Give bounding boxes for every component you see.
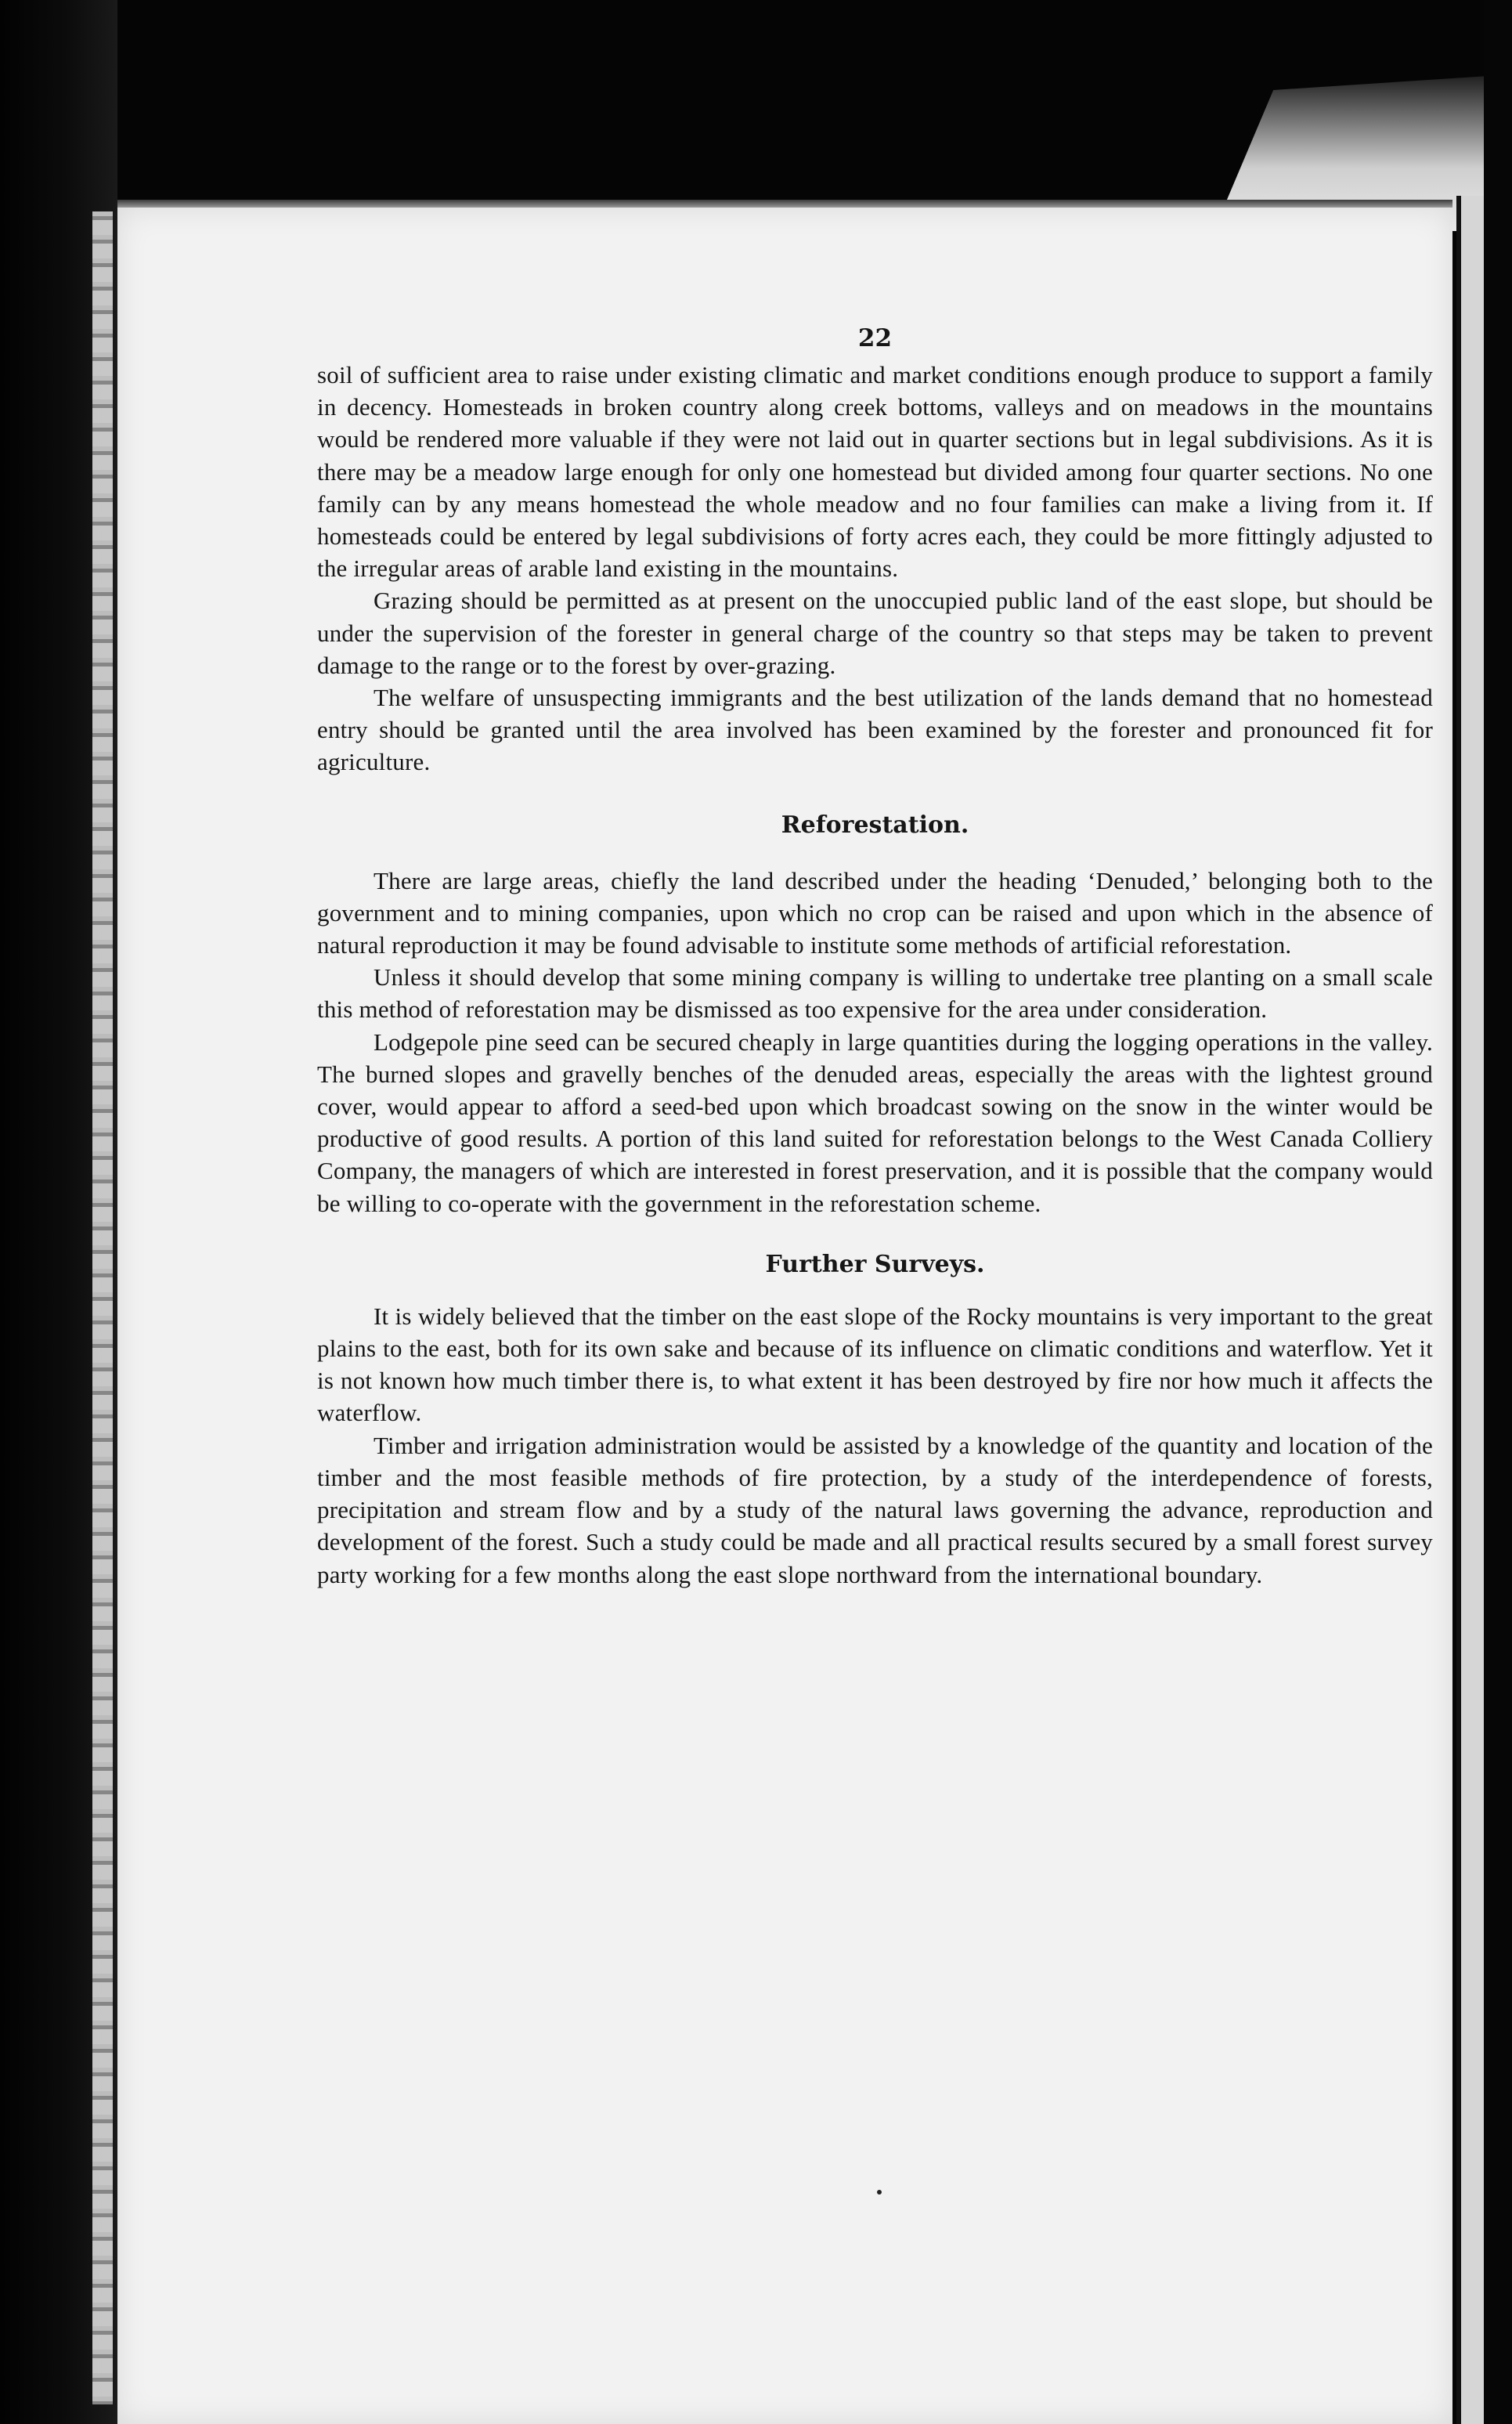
page-content	[200, 312, 1433, 1591]
paragraph: Timber and irrigation administration would be assisted by a knowledge of the quantity and location of the timber and the most feasible methods of fire protection, by a study of the interdependence of forests, precipitation and stream flow and by a study of the natural laws governing the advance, reproduction and development of the forest. Such a study could be made and all practical results secured by a small forest survey party working for a few months along the east slope northward from the international boundary.	[317, 1431, 1433, 1588]
further-surveys-section	[317, 1300, 1433, 1591]
paragraph: Unless it should develop that some mining company is willing to undertake tree planting on a small scale this method of reforestation may be dismissed as too expensive for the area under consideration.	[317, 963, 1433, 1024]
section-heading-reforestation: Reforestation.	[781, 811, 969, 839]
ink-speck	[877, 2190, 882, 2195]
paragraph: The welfare of unsuspecting immigrants and the best utilization of the lands demand that no homestead entry should be granted until the area involved has been examined by the forester and pronounced fit for agriculture.	[317, 684, 1433, 776]
scan-border-right	[1484, 0, 1512, 2424]
intro-section	[317, 359, 1433, 778]
paragraph: Lodgepole pine seed can be secured cheaply in large quantities during the logging operations in the valley. The burned slopes and gravelly benches of the denuded areas, especially the areas with the lightest ground cover, would appear to afford a seed-bed upon which broadcast sowing on the snow in the winter would be productive of good results. A portion of this land suited for reforestation belongs to the West Canada Colliery Company, the managers of which are interested in forest preservation, and it is possible that the company would be willing to co-operate with the government in the reforestation scheme.	[317, 1028, 1433, 1217]
paragraph: Grazing should be permitted as at present on the unoccupied public land of the east slope, but should be under the supervision of the forester in general charge of the country so that steps may be taken to prevent damage to the range or to the forest by over-grazing.	[317, 587, 1433, 679]
page-number: 22	[857, 324, 893, 352]
paragraph: It is widely believed that the timber on the east slope of the Rocky mountains is very important to the great plains to the east, both for its own sake and because of its influence on climatic conditions and waterflow. Yet it is not known how much timber there is, to what extent it has been destroyed by fire nor how much it affects the waterflow.	[317, 1302, 1433, 1427]
reforestation-section	[317, 865, 1433, 1219]
paragraph: There are large areas, chiefly the land described under the heading ‘Denuded,’ belonging both to the government and to mining companies, upon which no crop can be raised and upon which in the absence of natural reproduction it may be found advisable to institute some methods of artificial reforestation.	[317, 866, 1433, 959]
paragraph: soil of sufficient area to raise under existing climatic and market conditions enough produce to support a family in decency. Homesteads in broken country along creek bottoms, valleys and on meadows in the mountains would be rendered more valuable if they were not laid out in quarter sections but in legal subdivisions. As it is there may be a meadow large enough for only one homestead but divided among four quarter sections. No one family can by any means homestead the whole meadow and no four families can make a living from it. If homesteads could be entered by legal subdivisions of forty acres each, they could be more fittingly adjusted to the irregular areas of arable land existing in the mountains.	[317, 361, 1433, 583]
section-heading-further-surveys: Further Surveys.	[765, 1250, 985, 1278]
binding-edge	[92, 211, 113, 2404]
